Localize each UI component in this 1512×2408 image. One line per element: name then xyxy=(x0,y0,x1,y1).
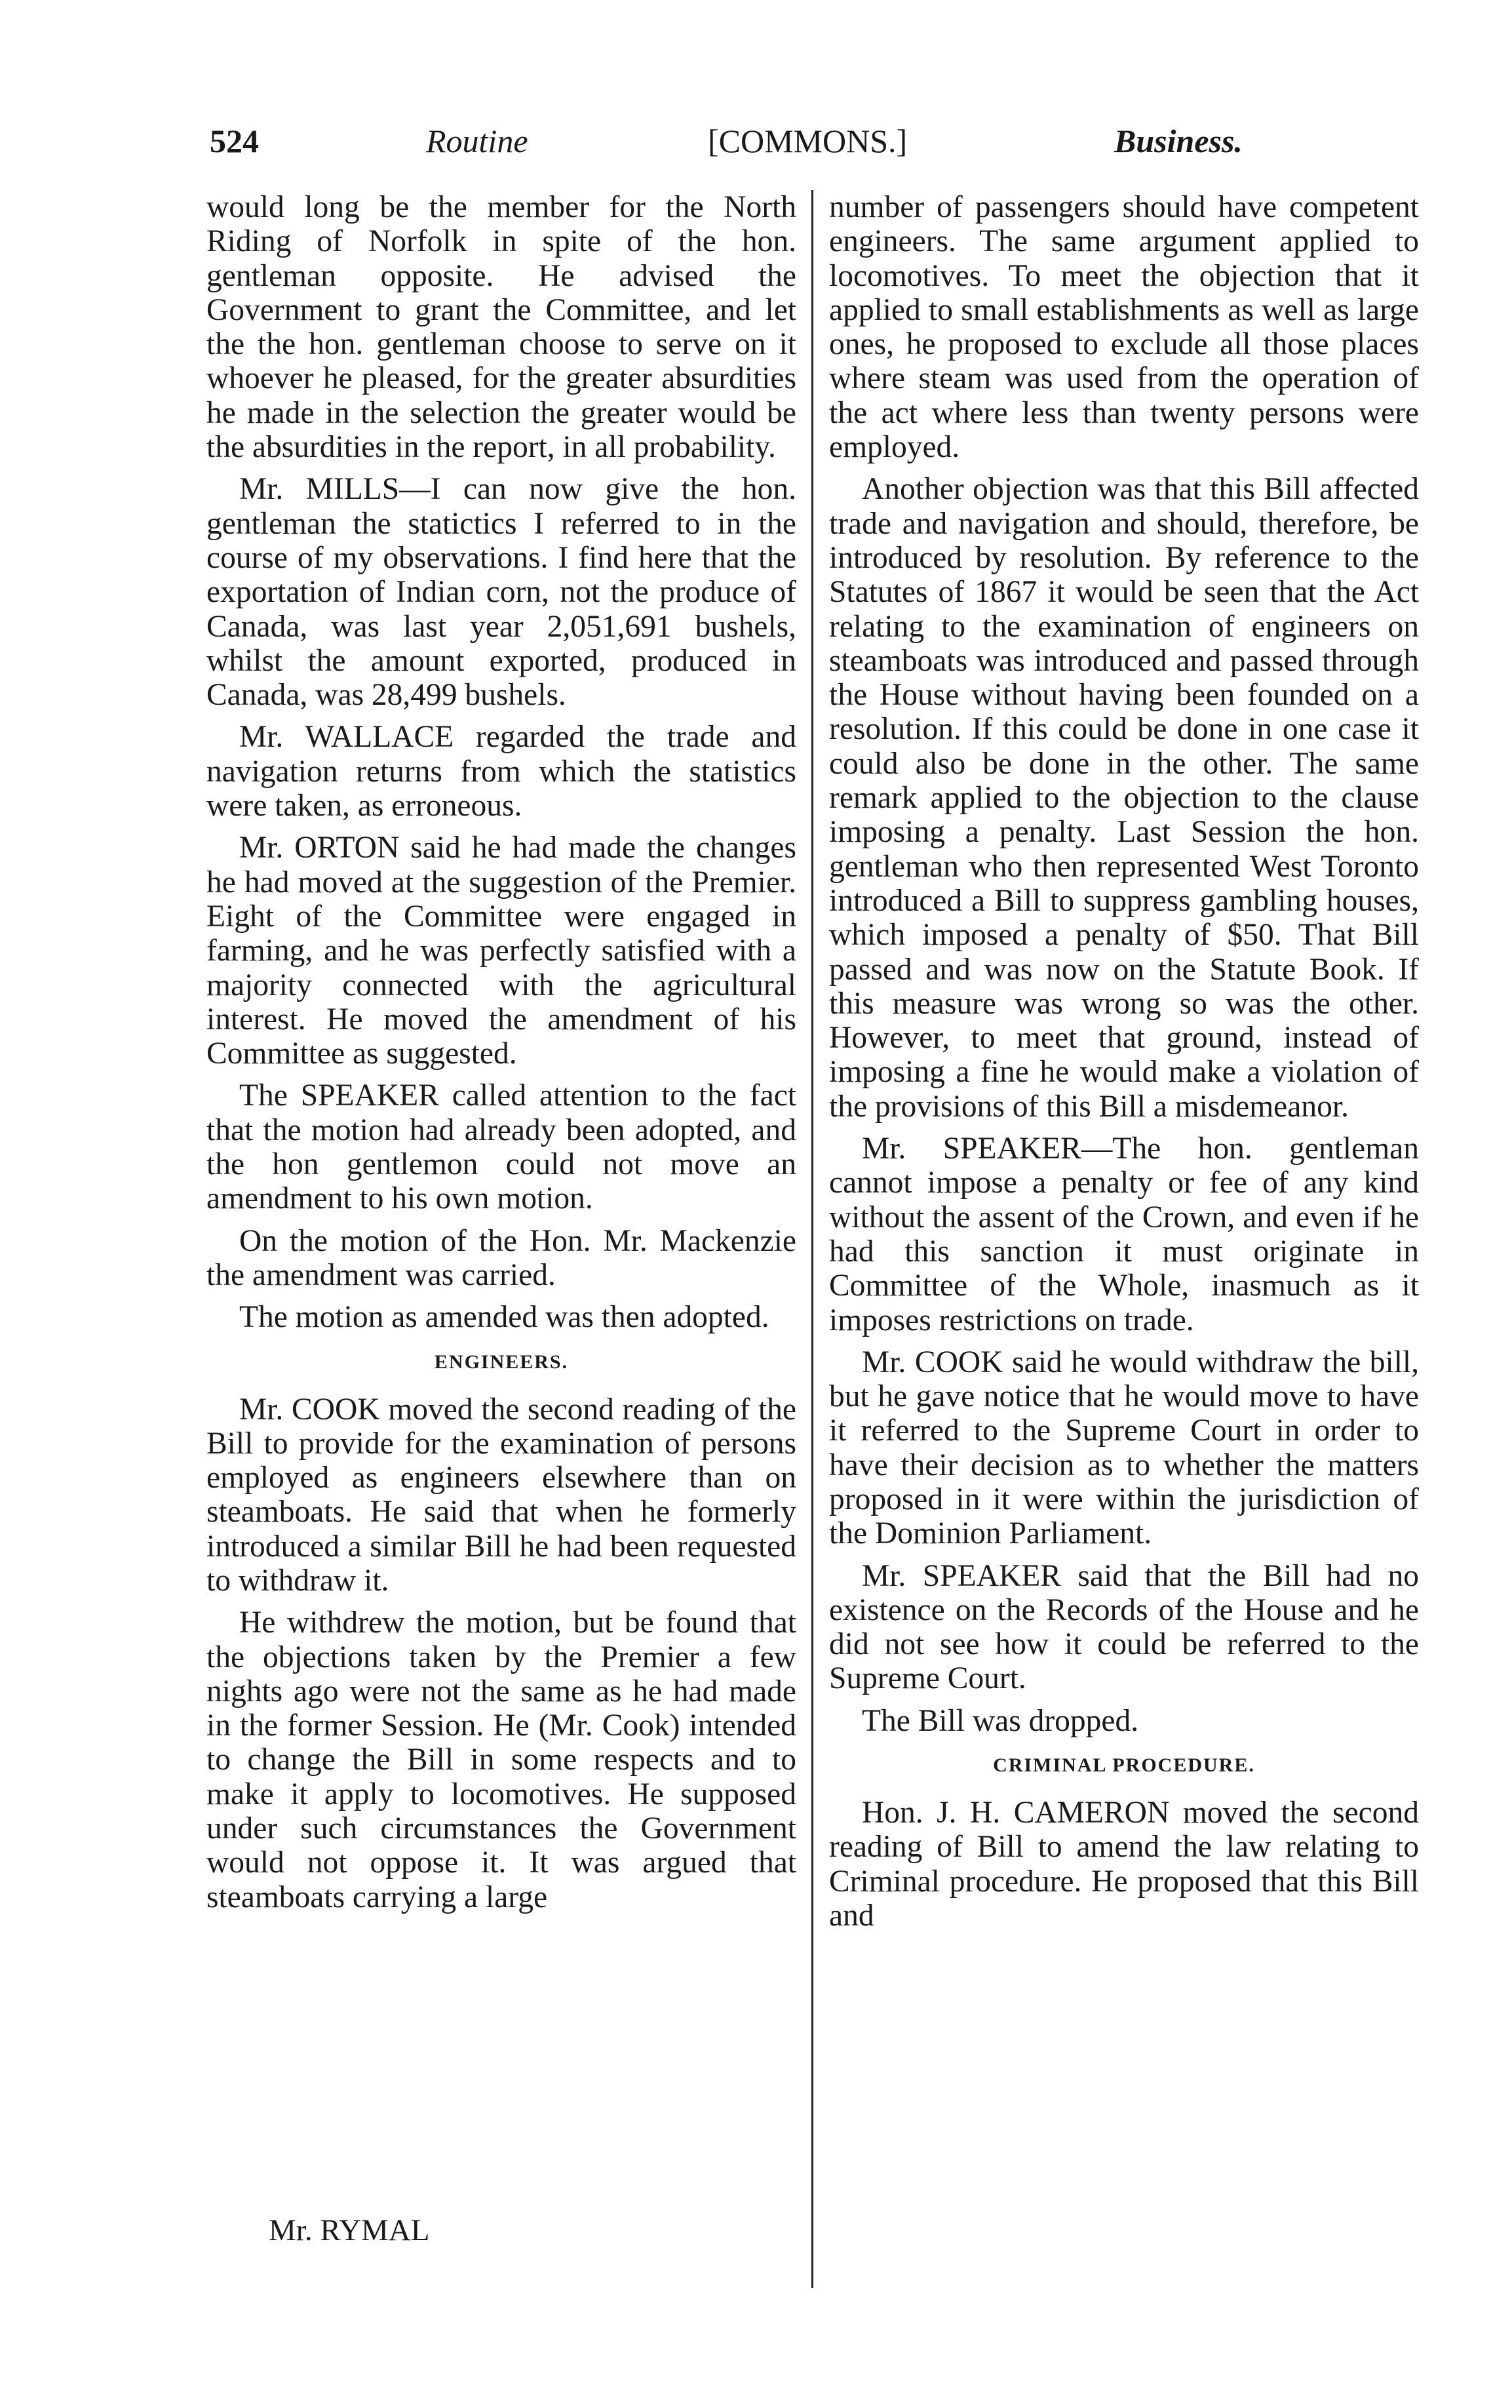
column-divider xyxy=(811,190,813,2288)
header-right: Business. xyxy=(1114,123,1243,159)
paragraph: would long be the member for the North Riding of Norfolk in spite of the hon. gentleman opposite. He advised the Government to grant the Committee, and let the the hon. gentleman choose to serve on it whoever he pleased, for the greater absurdities he made in the selection the greater would be the absurdities in the report, in all probability. xyxy=(206,190,796,465)
paragraph: The Bill was dropped. xyxy=(862,1703,1139,1738)
paragraph: He withdrew the motion, but be found that the objections taken by the Premier a few nights ago were not the same as he had made in the former Session. He (Mr. Cook) intended to change the Bill in some respects and to make it apply to locomotives. He supposed under such circumstances the Government would not oppose it. It was argued that steamboats carrying a large xyxy=(206,1606,796,1914)
paragraph: The motion as amended was then adopted. xyxy=(239,1300,769,1335)
paragraph: Mr. SPEAKER—The hon. gentleman cannot impose a penalty or fee of any kind without the assent of the Crown, and even if he had this sanction it must originate in Committee of the Whole, inasmuch as it imposes restrictions on trade. xyxy=(829,1132,1419,1337)
left-column xyxy=(206,190,796,1922)
paragraph: Mr. MILLS—I can now give the hon. gentleman the statictics I referred to in the course of my observations. I find here that the exportation of Indian corn, not the produce of Canada, was last year 2,051,691 bushels, whilst the amount exported, produced in Canada, was 28,499 bushels. xyxy=(206,472,796,713)
section-heading-engineers: ENGINEERS. xyxy=(434,1351,569,1373)
paragraph: Hon. J. H. CAMERON moved the second reading of Bill to amend the law relating to Criminal procedure. He proposed that this Bill and xyxy=(829,1796,1419,1933)
paragraph: The SPEAKER called attention to the fact that the motion had already been adopted, and the hon gentlemon could not move an amendment to his own motion. xyxy=(206,1078,796,1216)
catchword: Mr. RYMAL xyxy=(269,2213,430,2247)
header-center: [COMMONS.] xyxy=(708,123,908,159)
paragraph: Mr. COOK moved the second reading of the Bill to provide for the examination of persons employed as engineers elsewhere than on steamboats. He said that when he formerly introduced a similar Bill he had been requested to withdraw it. xyxy=(206,1392,796,1598)
paragraph: Mr. ORTON said he had made the changes he had moved at the suggestion of the Premier. Eight of the Committee were engaged in farming, and he was perfectly satisfied with a majority connected with the agricultural interest. He moved the amendment of his Committee as suggested. xyxy=(206,831,796,1071)
running-header xyxy=(210,122,1265,174)
page-number: 524 xyxy=(210,123,259,159)
paragraph: On the motion of the Hon. Mr. Mackenzie the amendment was carried. xyxy=(206,1223,796,1292)
section-heading-criminal-procedure: CRIMINAL PROCEDURE. xyxy=(993,1754,1255,1777)
right-column xyxy=(829,190,1419,1941)
paragraph: Mr. COOK said he would withdraw the bill, but he gave notice that he would move to have it referred to the Supreme Court in order to have their decision as to whether the matters proposed in it were within the jurisdiction of the Dominion Parliament. xyxy=(829,1345,1419,1551)
paragraph: Another objection was that this Bill affected trade and navigation and should, therefore, be introduced by resolution. By reference to the Statutes of 1867 it would be seen that the Act relating to the examination of engineers on steamboats was introduced and passed through the House without having been founded on a resolution. If this could be done in one case it could also be done in the other. The same remark applied to the objection to the clause imposing a penalty. Last Session the hon. gentleman who then represented West Toronto introduced a Bill to suppress gambling houses, which imposed a penalty of $50. That Bill passed and was now on the Statute Book. If this measure was wrong so was the other. However, to meet that ground, instead of imposing a fine he would make a violation of the provisions of this Bill a misdemeanor. xyxy=(829,472,1419,1124)
header-left: Routine xyxy=(426,123,528,159)
paragraph: Mr. WALLACE regarded the trade and navigation returns from which the statistics were taken, as erroneous. xyxy=(206,720,796,823)
paragraph: Mr. SPEAKER said that the Bill had no existence on the Records of the House and he did not see how it could be referred to the Supreme Court. xyxy=(829,1558,1419,1696)
paragraph: number of passengers should have competent engineers. The same argument applied to locomotives. To meet the objection that it applied to small establishments as well as large ones, he proposed to exclude all those places where steam was used from the operation of the act where less than twenty persons were employed. xyxy=(829,190,1419,465)
